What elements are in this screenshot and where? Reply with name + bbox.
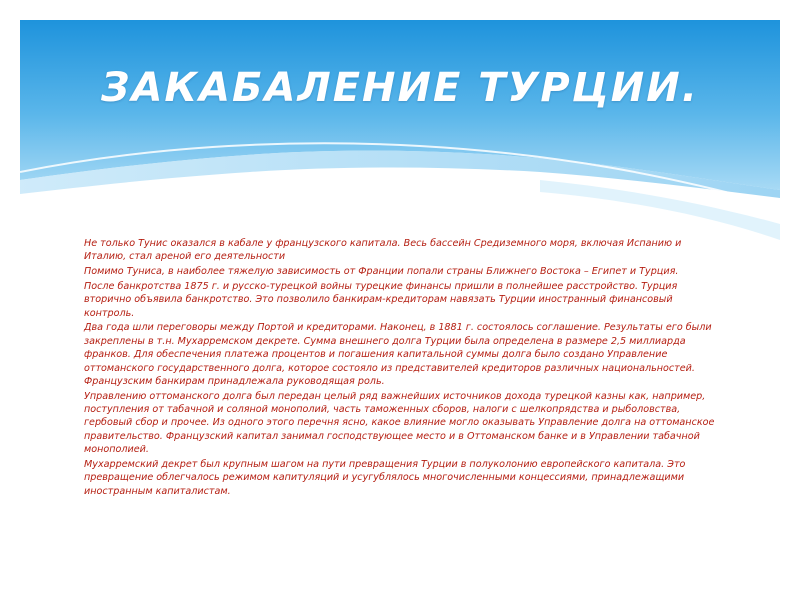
- paragraph: Помимо Туниса, в наиболее тяжелую зависимость от Франции попали страны Ближнего Востока – Египет и Турция.: [84, 266, 679, 278]
- paragraph: Управлению оттоманского долга был передан целый ряд важнейших источников дохода турецкой казны как, например, поступления от табачной и соляной монополий, часть таможенных сборов, налоги с шелкопрядства и рыболовства, гербовый сбор и прочее. Из одного этого перечня ясно, какое влияние могло оказывать Управление долга на оттоманское правительство. Французский капитал занимал господствующее место и в Оттоманском банке и в Управлении табачной монополией.: [84, 390, 715, 456]
- paragraph: Два года шли переговоры между Портой и кредиторами. Наконец, в 1881 г. состоялось соглашение. Результаты его были закреплены в т.н. Мухарремском декрете. Сумма внешнего долга Турции была определена в размере 2,5 миллиарда франков. Для обеспечения платежа процентов и погашения капитальной суммы долга было создано Управление оттоманского государственного долга, которое состояло из представителей кредиторов различных национальностей. Французским банкирам принадлежала руководящая роль.: [84, 322, 712, 387]
- paragraph: После банкротства 1875 г. и русско-турецкой войны турецкие финансы пришли в полнейшее расстройство. Турция вторично объявила банкротство. Это позволило банкирам-кредиторам навязать Турции иностранный финансовый контроль.: [84, 280, 678, 319]
- paragraph: Не только Тунис оказался в кабале у французского капитала. Весь бассейн Средиземного моря, включая Испанию и Италию, стал ареной его деятельности: [84, 238, 682, 263]
- slide-title: ЗАКАБАЛЕНИЕ ТУРЦИИ.: [101, 65, 699, 111]
- header-banner: [20, 20, 780, 240]
- body-text: [84, 237, 724, 500]
- wave-background: [20, 20, 780, 240]
- paragraph: Мухарремский декрет был крупным шагом на пути превращения Турции в полуколонию европейского капитала. Это превращение облегчалось режимом капитуляций и усугублялось многочисленными концессиями, принадлежащими иностранным капиталистам.: [84, 458, 686, 497]
